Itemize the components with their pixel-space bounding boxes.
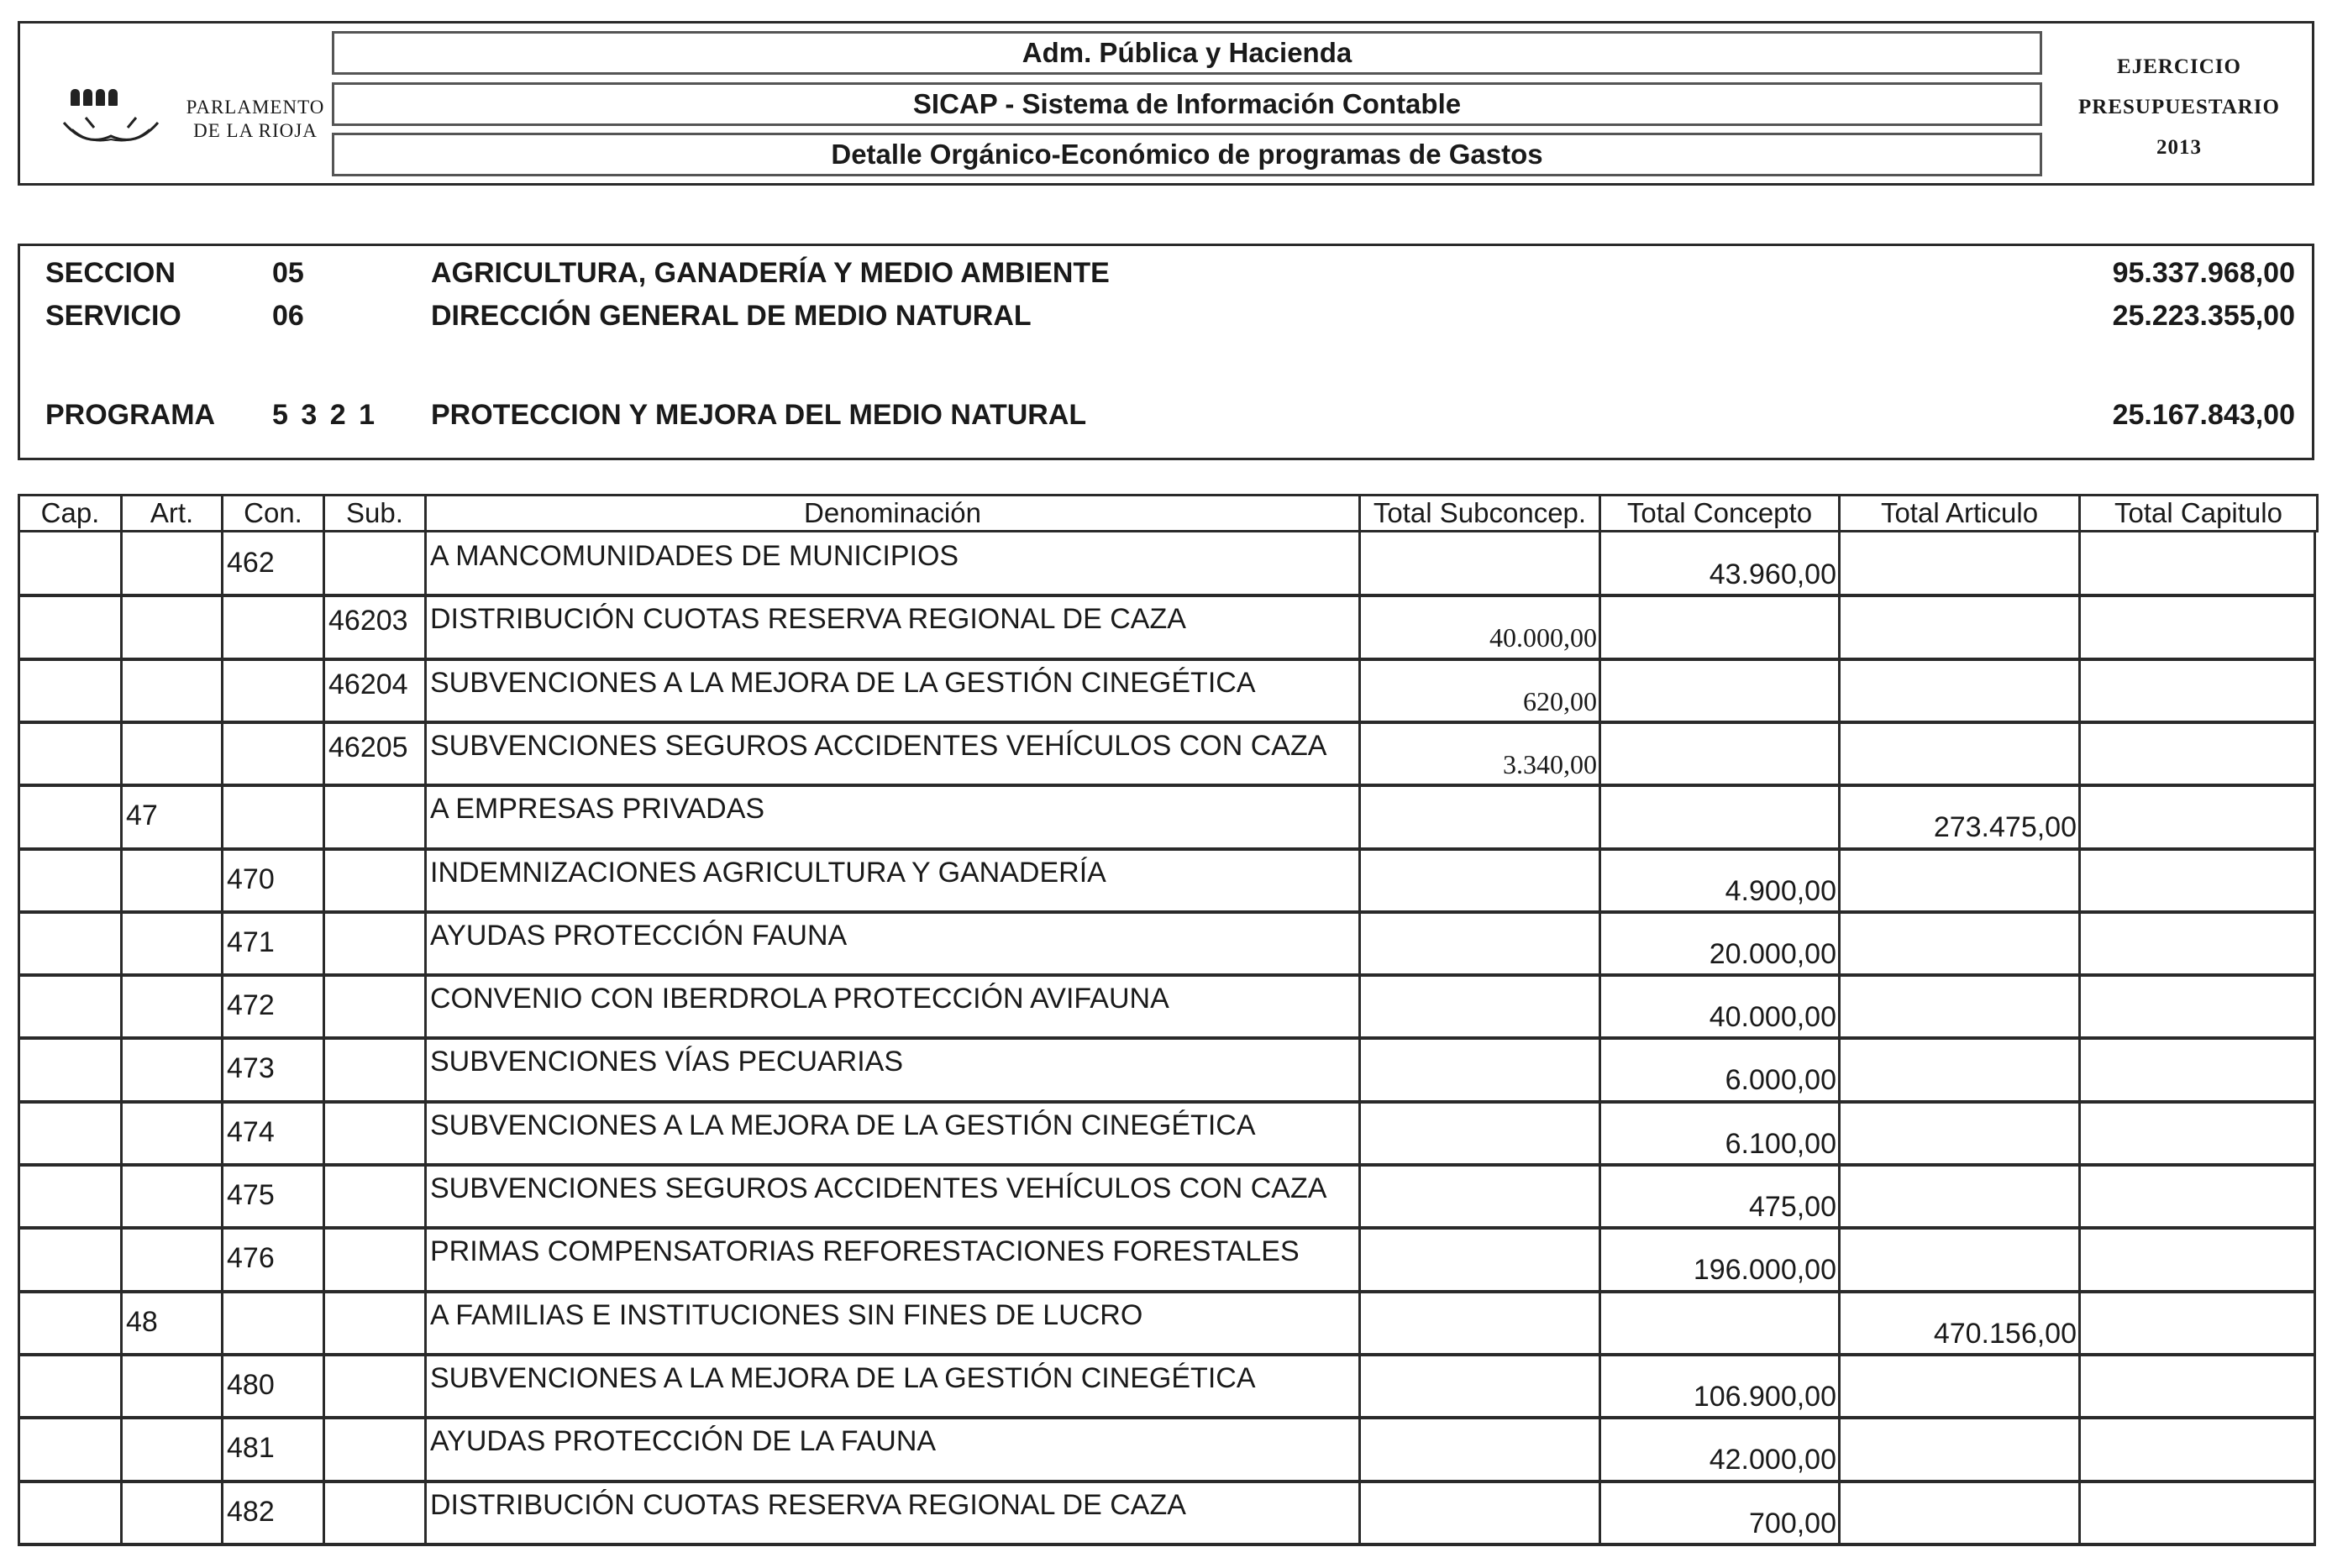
table-cell-con: 480 [227,1368,275,1401]
table-cell-con: 471 [227,926,275,958]
table-cell-denominacion: AYUDAS PROTECCIÓN FAUNA [430,919,848,952]
table-cell-denominacion: A EMPRESAS PRIVADAS [430,793,765,826]
logo-text [180,96,331,143]
report-header [18,21,2314,186]
row-divider [18,1226,2316,1230]
table-cell-denominacion: SUBVENCIONES SEGUROS ACCIDENTES VEHÍCULOS CON CAZA [430,1172,1327,1204]
table-cell-denominacion: AYUDAS PROTECCIÓN DE LA FAUNA [430,1425,937,1458]
fiscal-year-value: 2013 [2156,136,2202,159]
table-cell-total-subconcepto: 3.340,00 [1503,748,1597,779]
budget-section-summary [18,244,2314,460]
row-divider [18,1543,2316,1546]
table-cell-denominacion: DISTRIBUCIÓN CUOTAS RESERVA REGIONAL DE CAZA [430,603,1186,636]
row-divider [18,594,2316,597]
servicio-name: DIRECCIÓN GENERAL DE MEDIO NATURAL [431,300,1032,332]
header-title-department: Adm. Pública y Hacienda [332,31,2042,75]
row-divider [18,1290,2316,1293]
column-header-denominacion: Denominación [424,494,1361,532]
servicio-amount: 25.223.355,00 [2112,300,2295,332]
column-header-total-concepto: Total Concepto [1599,494,1841,532]
row-divider [18,658,2316,661]
servicio-label: SERVICIO [45,300,181,332]
table-cell-denominacion: SUBVENCIONES SEGUROS ACCIDENTES VEHÍCULOS CON CAZA [430,729,1327,762]
programa-line [20,394,2312,436]
row-divider [18,1353,2316,1356]
seccion-name: AGRICULTURA, GANADERÍA Y MEDIO AMBIENTE [431,257,1110,289]
programa-label: PROGRAMA [45,399,216,431]
table-cell-total-subconcepto: 40.000,00 [1489,622,1597,653]
table-cell-denominacion: A FAMILIAS E INSTITUCIONES SIN FINES DE LUCRO [430,1298,1143,1331]
row-divider [18,973,2316,977]
column-header-cap: Cap. [18,494,123,532]
table-cell-total-concepto: 43.960,00 [1709,559,1836,590]
table-cell-con: 462 [227,547,275,579]
table-cell-sub: 46204 [328,668,408,700]
row-divider [18,784,2316,787]
parlamento-logo [45,74,331,166]
programa-code: 5 3 2 1 [272,399,375,431]
header-title-system: SICAP - Sistema de Información Contable [332,82,2042,126]
table-cell-con: 474 [227,1115,275,1148]
seccion-line [20,252,2312,294]
row-divider [18,1480,2316,1483]
table-cell-con: 482 [227,1495,275,1528]
programa-amount: 25.167.843,00 [2112,399,2295,431]
row-divider [18,1036,2316,1040]
table-cell-total-concepto: 40.000,00 [1709,1001,1836,1034]
table-cell-sub: 46205 [328,731,408,763]
table-cell-total-concepto: 700,00 [1749,1507,1836,1539]
column-header-art: Art. [120,494,223,532]
table-cell-con: 473 [227,1052,275,1085]
row-divider [18,721,2316,724]
row-divider [18,1163,2316,1167]
fiscal-year-block [2062,47,2297,168]
seccion-code: 05 [272,257,304,289]
table-cell-total-articulo: 273.475,00 [1933,811,2077,844]
table-cell-denominacion: CONVENIO CON IBERDROLA PROTECCIÓN AVIFAUNA [430,983,1169,1015]
servicio-line [20,295,2312,337]
table-cell-con: 472 [227,989,275,1022]
table-cell-art: 47 [126,800,158,832]
column-header-sub: Sub. [323,494,427,532]
table-cell-con: 470 [227,863,275,895]
table-cell-total-articulo: 470.156,00 [1933,1317,2077,1350]
table-cell-denominacion: SUBVENCIONES A LA MEJORA DE LA GESTIÓN CINEGÉTICA [430,1361,1256,1394]
table-cell-art: 48 [126,1305,158,1338]
table-cell-con: 475 [227,1179,275,1211]
row-divider [18,1100,2316,1104]
table-cell-denominacion: INDEMNIZACIONES AGRICULTURA Y GANADERÍA [430,856,1106,889]
table-cell-total-concepto: 20.000,00 [1709,937,1836,970]
table-cell-total-concepto: 4.900,00 [1725,874,1836,907]
crown-icon [71,89,123,108]
table-cell-total-concepto: 6.000,00 [1725,1064,1836,1097]
table-cell-total-concepto: 196.000,00 [1693,1254,1836,1287]
row-divider [18,1416,2316,1419]
table-cell-denominacion: DISTRIBUCIÓN CUOTAS RESERVA REGIONAL DE CAZA [430,1488,1186,1521]
table-cell-denominacion: A MANCOMUNIDADES DE MUNICIPIOS [430,540,959,572]
table-cell-total-concepto: 42.000,00 [1709,1444,1836,1476]
seccion-label: SECCION [45,257,176,289]
table-cell-con: 481 [227,1432,275,1465]
row-divider [18,910,2316,914]
table-cell-con: 476 [227,1242,275,1275]
table-cell-denominacion: SUBVENCIONES VÍAS PECUARIAS [430,1046,904,1078]
column-header-total-capitulo: Total Capitulo [2078,494,2319,532]
servicio-code: 06 [272,300,304,332]
header-title-report: Detalle Orgánico-Económico de programas de Gastos [332,133,2042,176]
logo-line-1: PARLAMENTO [186,97,325,118]
column-header-total-subconcepto: Total Subconcep. [1358,494,1601,532]
table-cell-total-concepto: 475,00 [1749,1191,1836,1223]
fiscal-year-label-2: PRESUPUESTARIO [2078,96,2280,118]
table-cell-total-concepto: 106.900,00 [1693,1380,1836,1413]
table-cell-sub: 46203 [328,605,408,637]
table-cell-denominacion: SUBVENCIONES A LA MEJORA DE LA GESTIÓN CINEGÉTICA [430,1109,1256,1141]
seccion-amount: 95.337.968,00 [2112,257,2295,289]
table-cell-denominacion: PRIMAS COMPENSATORIAS REFORESTACIONES FORESTALES [430,1235,1300,1268]
fiscal-year-label-1: EJERCICIO [2117,55,2241,78]
column-header-total-articulo: Total Articulo [1838,494,2081,532]
row-divider [18,847,2316,851]
logo-line-2: DE LA RIOJA [193,120,318,141]
emblem-swoop-icon [60,111,161,153]
programa-name: PROTECCION Y MEJORA DEL MEDIO NATURAL [431,399,1087,431]
table-cell-total-concepto: 6.100,00 [1725,1127,1836,1160]
table-cell-total-subconcepto: 620,00 [1523,685,1597,716]
table-cell-denominacion: SUBVENCIONES A LA MEJORA DE LA GESTIÓN CINEGÉTICA [430,666,1256,699]
column-header-con: Con. [221,494,325,532]
